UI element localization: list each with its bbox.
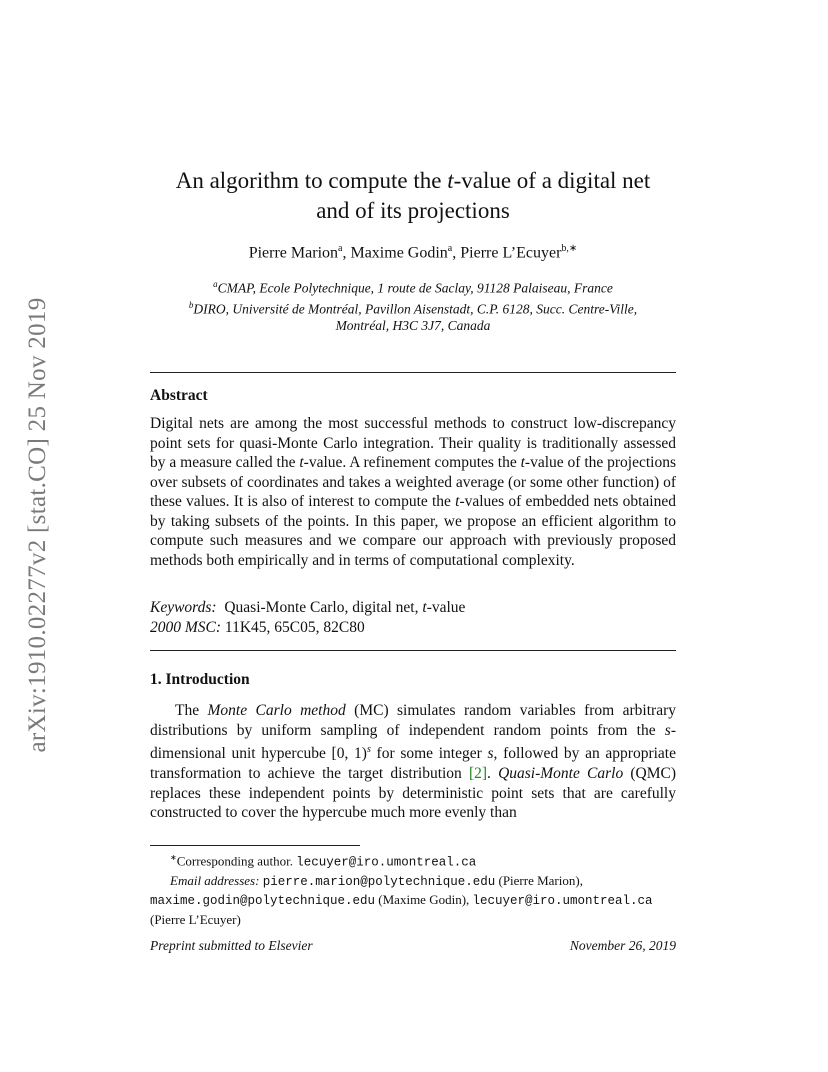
citation-link[interactable]: [2] bbox=[468, 764, 488, 782]
email-link[interactable]: lecuyer@iro.umontreal.ca bbox=[472, 894, 653, 909]
author-list: Pierre Marion$^a$, Maxime Godin$^a$, Pierre L’Ecuyer$^{b,∗}$ bbox=[248, 243, 578, 262]
author-name: Pierre L’Ecuyer bbox=[460, 244, 562, 262]
keywords-text: Quasi-Monte Carlo, digital net, bbox=[224, 599, 423, 616]
msc-label: 2000 MSC: bbox=[150, 619, 222, 636]
intro-text: , followed by an appropriate transformation to achieve the target distribution bbox=[150, 745, 676, 782]
footnotes bbox=[150, 849, 676, 928]
abstract-part: -value. A refinement computes the bbox=[303, 454, 521, 471]
abstract-top-rule bbox=[150, 372, 676, 373]
email-link[interactable]: pierre.marion@polytechnique.edu bbox=[262, 874, 496, 889]
email-label: Email addresses: bbox=[170, 872, 260, 888]
keywords-text-end: -value bbox=[426, 599, 466, 616]
keywords-block bbox=[150, 598, 676, 638]
email-link[interactable]: maxime.godin@polytechnique.edu bbox=[150, 894, 376, 909]
author-affil-mark: b,∗ bbox=[561, 243, 578, 254]
corresponding-author-note bbox=[150, 849, 676, 872]
t-variable: t bbox=[299, 454, 304, 471]
email-addresses-note bbox=[150, 872, 676, 892]
abstract-text bbox=[150, 414, 676, 570]
affiliation-b: DIRO, Université de Montréal, Pavillon Aisenstadt, C.P. 6128, Succ. Centre-Ville, bbox=[193, 301, 638, 316]
abstract-part: -value of the projections over subsets of coordinates and takes a weighted average (or some other function) of these values. It is also of interest to compute the bbox=[150, 454, 676, 510]
title-t-variable: t bbox=[447, 168, 454, 193]
intro-text: (QMC) replaces these independent points by deterministic point sets that are carefully constructed to cover the hypercube much more evenly than bbox=[150, 764, 676, 822]
t-variable: t bbox=[520, 454, 525, 471]
intro-text: -dimensional unit hypercube [0, 1) bbox=[150, 721, 676, 763]
affiliation-b-cont: Montréal, H3C 3J7, Canada bbox=[335, 318, 491, 333]
footnote-rule bbox=[150, 845, 360, 846]
intro-text: The bbox=[175, 702, 208, 719]
section-heading-introduction: 1. Introduction bbox=[150, 671, 250, 688]
submission-date: November 26, 2019 bbox=[569, 938, 676, 953]
introduction-paragraph bbox=[150, 701, 676, 823]
footnote-text: (Pierre Marion), bbox=[498, 872, 583, 888]
title-line1-end: -value of a digital net bbox=[453, 168, 651, 193]
footnote-text: Corresponding author. bbox=[176, 853, 293, 869]
t-variable: t bbox=[422, 599, 427, 616]
author-name: Maxime Godin bbox=[350, 244, 448, 262]
paper-title bbox=[150, 166, 676, 226]
abstract-bottom-rule bbox=[150, 650, 676, 651]
t-variable: t bbox=[455, 493, 460, 510]
corresponding-email[interactable]: lecuyer@iro.umontreal.ca bbox=[296, 855, 477, 870]
intro-text: (MC) simulates random variables from arbitrary distributions by uniform sampling of independent random points from the bbox=[150, 702, 676, 739]
preprint-notice: Preprint submitted to Elsevier bbox=[150, 938, 313, 953]
abstract-heading: Abstract bbox=[150, 387, 208, 404]
affiliations bbox=[150, 276, 676, 334]
quasi-monte-carlo-term: Quasi-Monte Carlo bbox=[498, 764, 624, 782]
s-variable: s bbox=[487, 745, 494, 763]
intro-text: for some integer bbox=[370, 745, 488, 763]
affiliation-a: CMAP, Ecole Polytechnique, 1 route de Saclay, 91128 Palaiseau, France bbox=[217, 280, 613, 296]
arxiv-identifier-stamp: arXiv:1910.02277v2 [stat.CO] 25 Nov 2019 bbox=[24, 297, 51, 753]
footnote-star: ∗ bbox=[170, 853, 177, 862]
s-variable: s bbox=[664, 721, 671, 739]
keywords-label: Keywords: bbox=[150, 599, 217, 616]
footnote-text: (Maxime Godin), bbox=[378, 892, 470, 908]
intro-text: . bbox=[487, 764, 499, 782]
title-line1-start: An algorithm to compute the bbox=[175, 168, 448, 193]
monte-carlo-term: Monte Carlo method bbox=[207, 702, 346, 719]
affil-mark-a: a bbox=[213, 279, 218, 289]
title-line2: and of its projections bbox=[316, 198, 510, 223]
author-affil-mark: a bbox=[447, 243, 453, 254]
abstract-part: Digital nets are among the most successful methods to construct low-discrepancy point sets for quasi-Monte Carlo integration. Their quality is traditionally assessed by a measure called the bbox=[150, 415, 676, 471]
s-exponent: s bbox=[366, 744, 371, 756]
abstract-part: -values of embedded nets obtained by taking subsets of the points. In this paper, we propose an efficient algorithm to compute such measures and we compare our approach with previously proposed methods both empirically and in terms of computational complexity. bbox=[150, 493, 676, 569]
author-affil-mark: a bbox=[338, 243, 343, 254]
email-addresses-end: (Pierre L’Ecuyer) bbox=[150, 911, 241, 927]
email-addresses-cont bbox=[150, 891, 676, 911]
msc-codes: 11K45, 65C05, 82C80 bbox=[224, 619, 365, 636]
affil-mark-b: b bbox=[188, 299, 194, 310]
author-name: Pierre Marion bbox=[248, 244, 339, 262]
